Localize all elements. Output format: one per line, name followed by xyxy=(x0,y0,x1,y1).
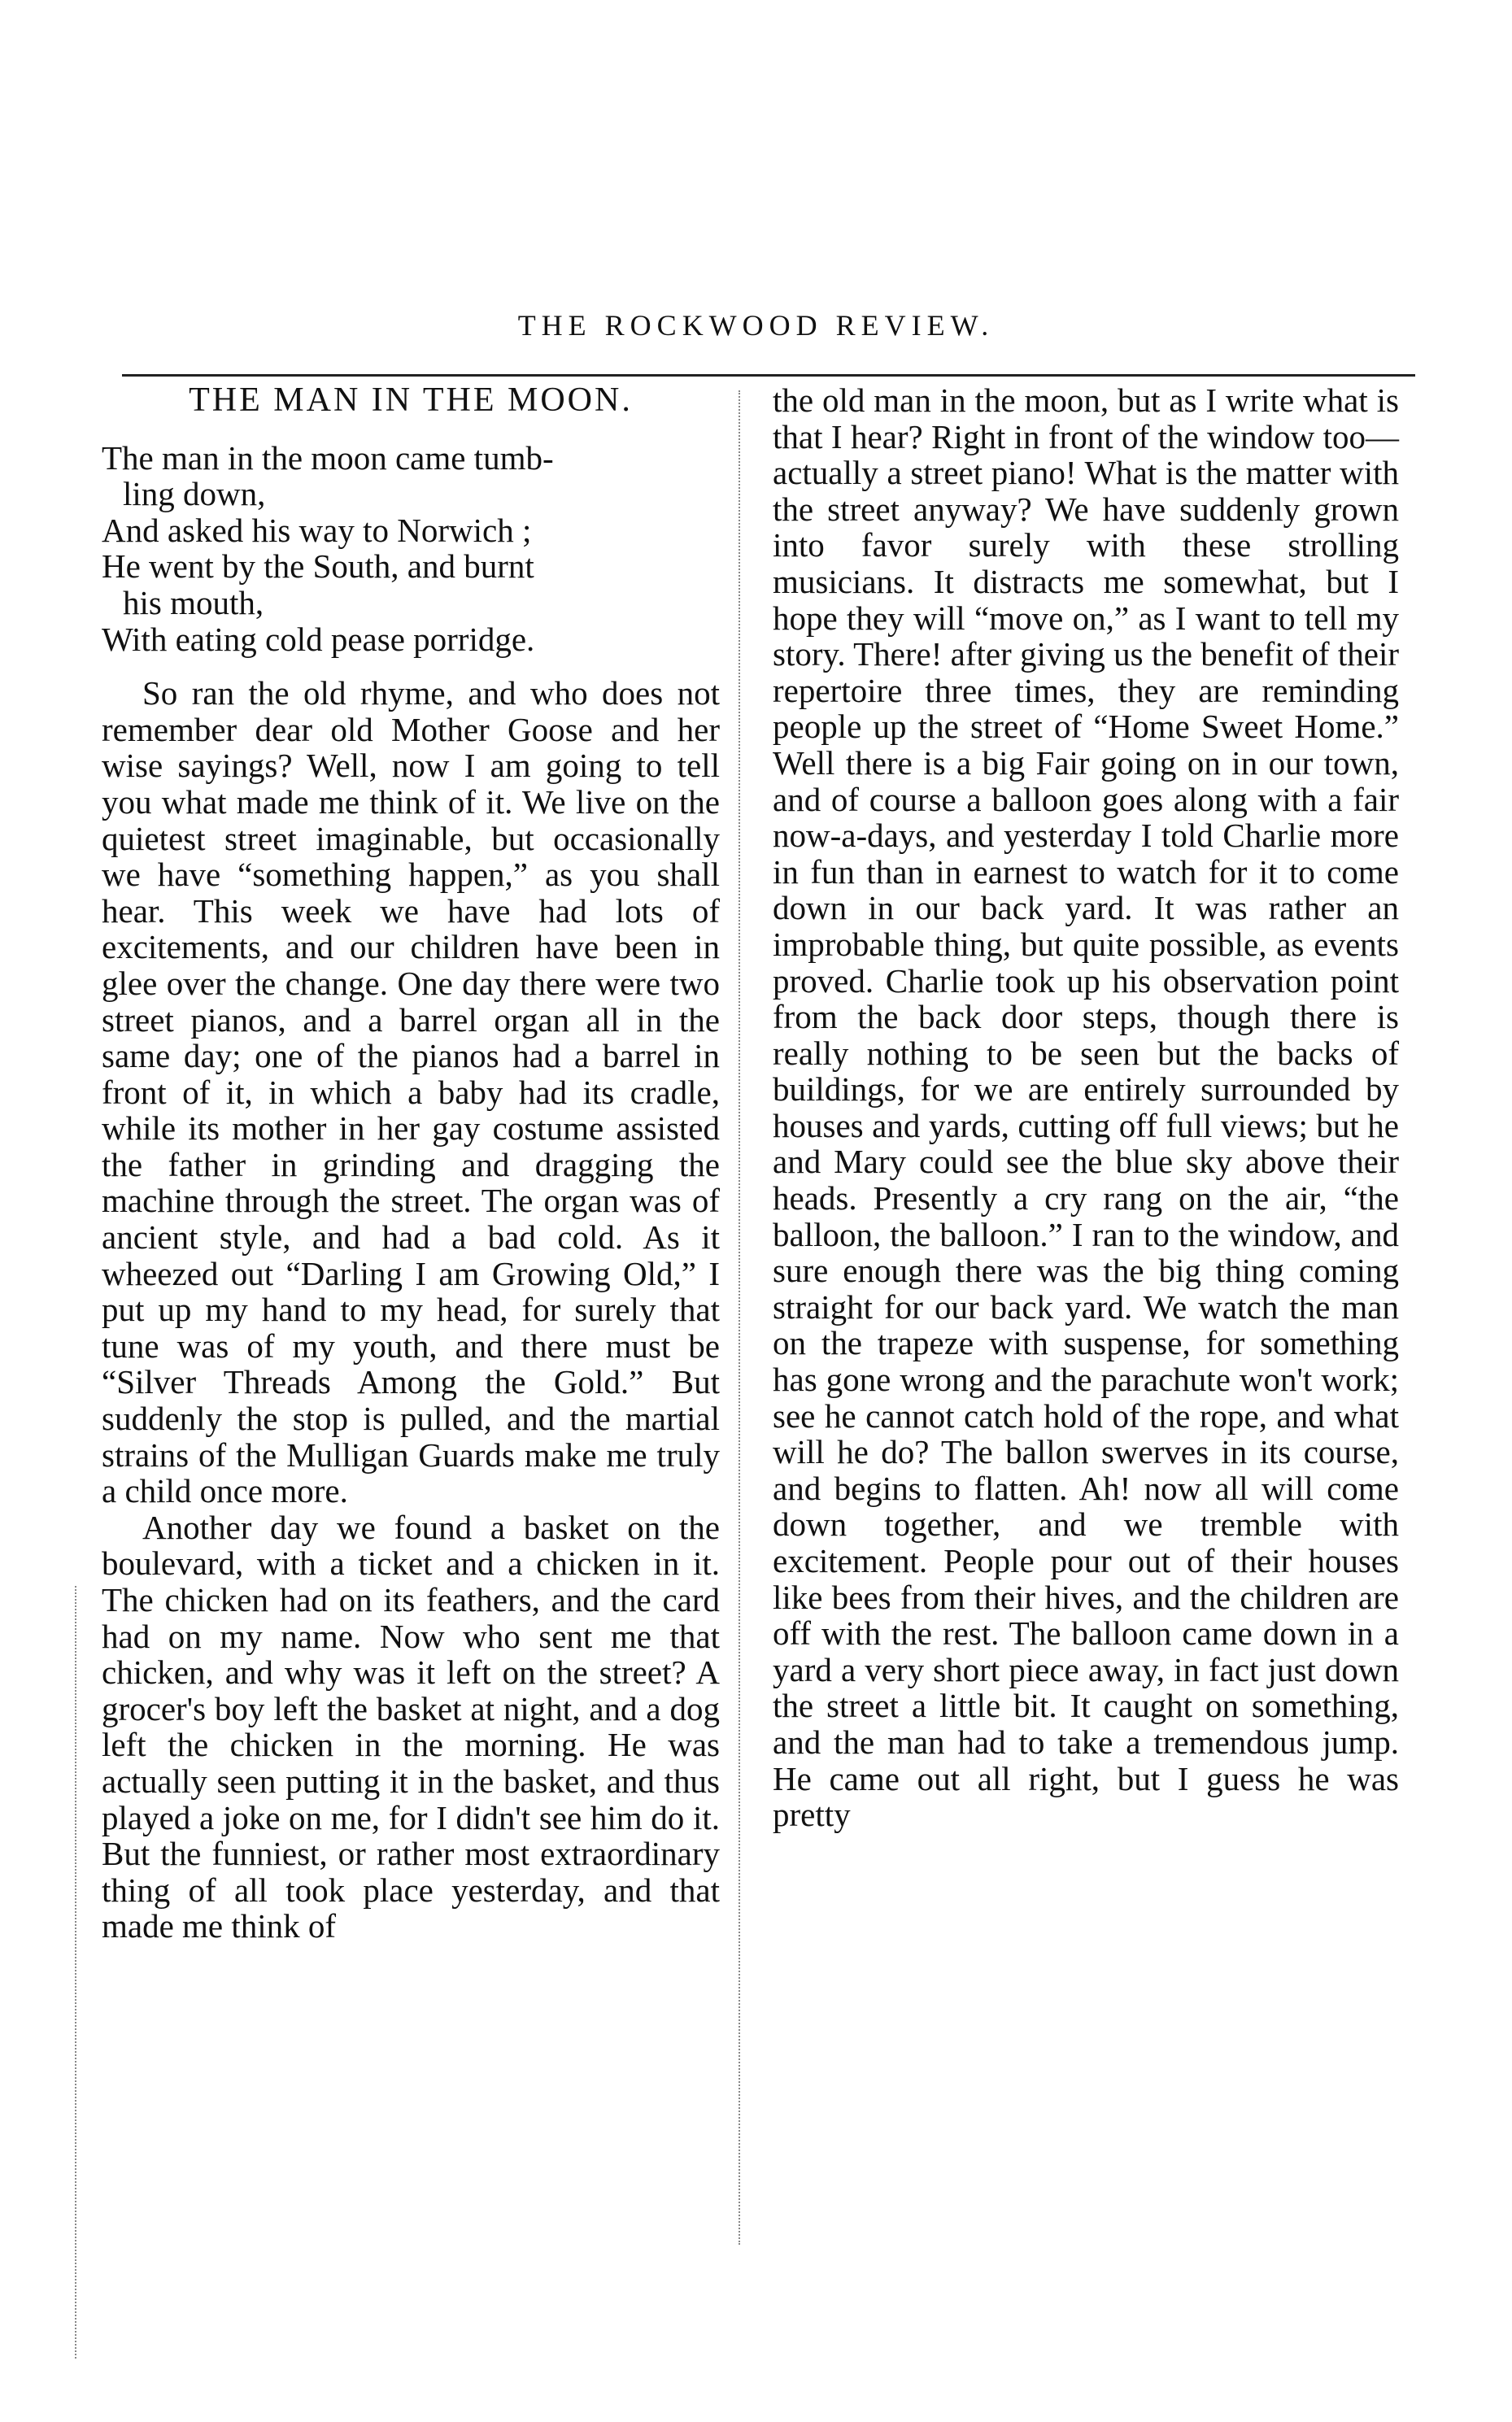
poem-line: his mouth, xyxy=(123,583,264,621)
right-column xyxy=(773,382,1399,1833)
poem-line: And asked his way to Norwich ; xyxy=(102,511,532,549)
paragraph: Another day we found a basket on the boulevard, with a ticket and a chicken in it. The chicken had on its feathers, and the card had on my name. Now who sent me that chicken, and why was it left on the street? A grocer's boy left the basket at night, and a dog left the chicken in the morning. He was actually seen putting it in the basket, and thus played a joke on me, for I didn't see him do it. But the funniest, or rather most extraordinary thing of all took place yesterday, and that made me think of xyxy=(102,1508,720,1945)
poem-line: With eating cold pease porridge. xyxy=(102,620,535,658)
header-rule xyxy=(122,374,1415,377)
left-column xyxy=(102,382,720,1945)
poem-line: He went by the South, and burnt xyxy=(102,547,534,586)
poem xyxy=(102,440,720,658)
running-header: THE ROCKWOOD REVIEW. xyxy=(517,309,995,342)
paragraph: So ran the old rhyme, and who does not remember dear old Mother Goose and her wise sayings? Well, now I am going to tell you what made me think of it. We live on the quietest street imaginable, but occasionally we have “something happen,” as you shall hear. This week we have had lots of excitements, and our children have been in glee over the change. One day there were two street pianos, and a barrel organ all in the same day; one of the pianos had a barrel in front of it, in which a baby had its cradle, while its mother in her gay costume assisted the father in grinding and dragging the machine through the street. The organ was of ancient style, and had a bad cold. As it wheezed out “Darling I am Growing Old,” I put up my hand to my head, for surely that tune was of my youth, and there must be “Silver Threads Among the Gold.” But suddenly the stop is pulled, and the martial strains of the Mulligan Guards make me truly a child once more. xyxy=(102,674,720,1510)
paragraph: the old man in the moon, but as I write what is that I hear? Right in front of the window too—actually a street piano! What is the matter with the street anyway? We have suddenly grown into favor surely with these strolling musicians. It distracts me somewhat, but I hope they will “move on,” as I want to tell my story. There! after giving us the benefit of their repertoire three times, they are reminding people up the street of “Home Sweet Home.” Well there is a big Fair going on in our town, and of course a balloon goes along with a fair now-a-days, and yesterday I told Charlie more in fun than in earnest to watch for it to come down in our back yard. It was rather an improbable thing, but quite possible, as events proved. Charlie took up his observation point from the back door steps, though there is really nothing to be seen but the backs of buildings, for we are entirely surrounded by houses and yards, cutting off full views; but he and Mary could see the blue sky above their heads. Presently a cry rang on the air, “the balloon, the balloon.” I ran to the window, and sure enough there was the big thing coming straight for our back yard. We watch the man on the trapeze with suspense, for something has gone wrong and the parachute won't work; see he cannot catch hold of the rope, and what will he do? The ballon swerves in its course, and begins to flatten. Ah! now all will come down together, and we tremble with excitement. People pour out of their houses like bees from their hives, and the children are off with the rest. The balloon came down in a yard a very short piece away, in fact just down the street a little bit. It caught on something, and the man had to take a tremendous jump. He came out all right, but I guess he was pretty xyxy=(773,381,1399,1834)
article-title: THE MAN IN THE MOON. xyxy=(189,381,633,419)
column-divider xyxy=(739,390,740,2245)
margin-mark xyxy=(75,1586,76,2359)
poem-line: ling down, xyxy=(123,475,266,513)
poem-line: The man in the moon came tumb- xyxy=(102,438,554,477)
